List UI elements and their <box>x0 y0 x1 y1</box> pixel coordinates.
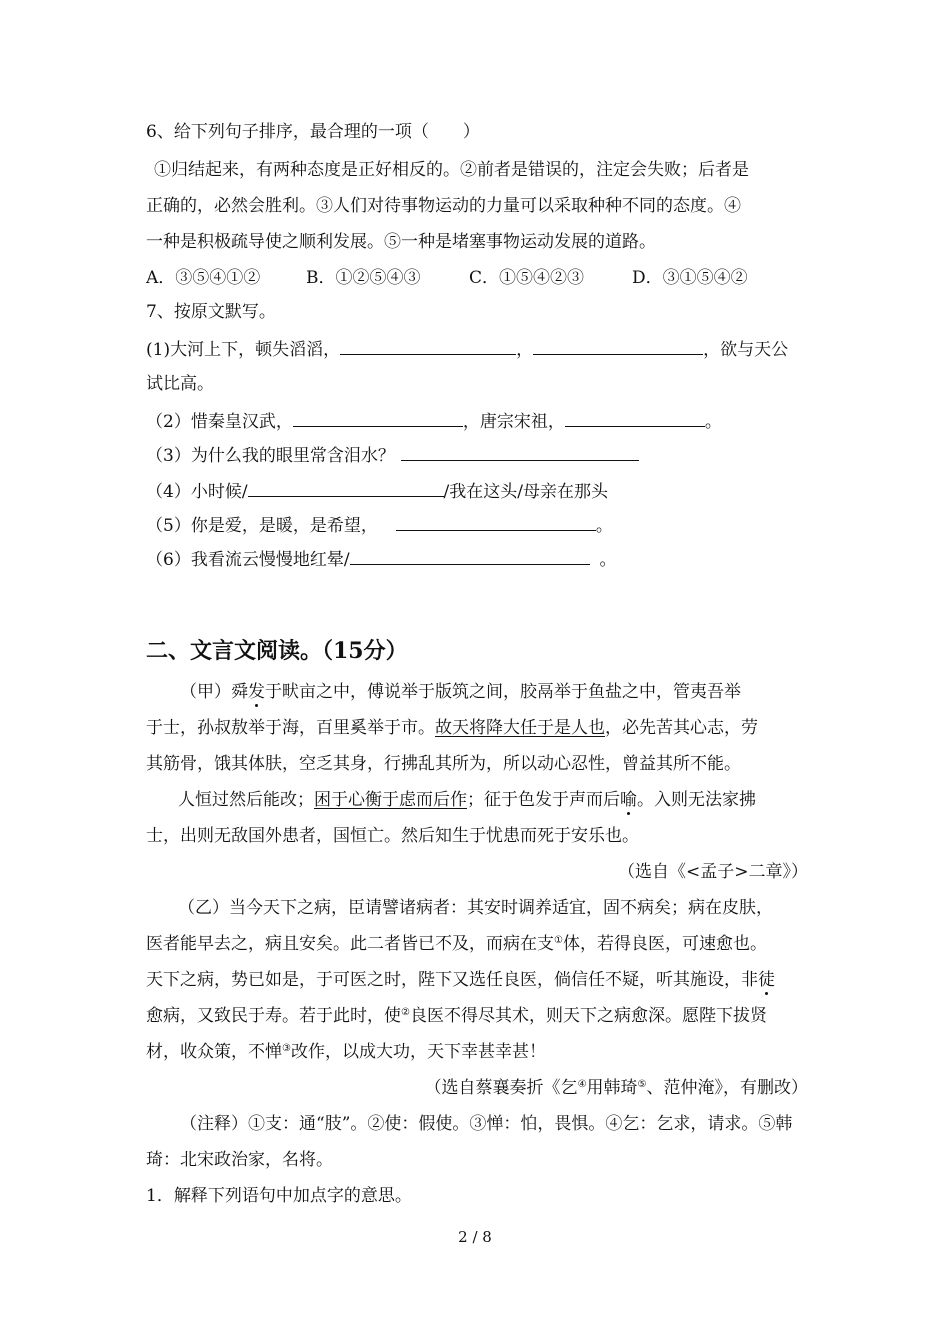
source-text: 用韩琦 <box>586 1078 638 1098</box>
passage-text: 医者能早去之，病且安矣。此二者皆已不及，而病在支 <box>146 934 554 954</box>
sub-question-1: 1．解释下列语句中加点字的意思。 <box>146 1186 412 1206</box>
footnote-marker: ④ <box>577 1079 587 1090</box>
answer-blank[interactable] <box>401 442 639 461</box>
q7-item-2-text: （2）惜秦皇汉武， <box>146 412 293 432</box>
passage-jia-line: 士，出则无敌国外患者，国恒亡。然后知生于忧患而死于安乐也。 <box>146 826 639 846</box>
source-text: 、范仲淹》，有删改） <box>646 1078 808 1098</box>
q7-item-6-tail: 。 <box>599 550 617 570</box>
answer-blank[interactable] <box>396 512 596 531</box>
answer-blank[interactable] <box>533 336 703 355</box>
passage-jia-source: （选自《<孟子>二章》） <box>618 862 808 882</box>
passage-text: 改作，以成大功，天下幸甚幸甚！ <box>290 1042 546 1062</box>
footnote-marker: ⑤ <box>637 1079 647 1090</box>
q6-option-a[interactable]: A．③⑤④①② <box>146 268 261 288</box>
q7-item-2-tail: 。 <box>704 412 722 432</box>
answer-blank[interactable] <box>293 408 463 427</box>
passage-text: 材，收众策，不惮 <box>146 1042 282 1062</box>
source-text: （选自蔡襄奏折《乞 <box>424 1078 578 1098</box>
notes-line: 琦：北宋政治家，名将。 <box>146 1150 333 1170</box>
q7-stem: 7、按原文默写。 <box>146 302 276 322</box>
passage-text: 。入则无法家拂 <box>637 790 756 810</box>
q7-item-4-tail: /我在这头/母亲在那头 <box>443 482 609 502</box>
passage-yi-line <box>146 1040 546 1064</box>
q7-item-6-text: （6）我看流云慢慢地红晕/ <box>146 550 350 570</box>
passage-text: 天下之病，势已如是，于可医之时，陛下又选任良医，倘信任不疑，听其施设，非 <box>146 970 758 990</box>
passage-yi-line <box>146 968 775 992</box>
footnote-marker: ③ <box>282 1043 291 1054</box>
q7-item-1-tail: ，欲与天公 <box>703 340 789 360</box>
passage-jia-line <box>178 788 756 812</box>
footnote-marker: ② <box>401 1007 410 1018</box>
answer-blank[interactable] <box>350 546 590 565</box>
q6-option-c[interactable]: C．①⑤④②③ <box>469 268 585 288</box>
answer-blank[interactable] <box>340 336 516 355</box>
q7-item-5 <box>146 512 613 538</box>
q6-option-b[interactable]: B．①②⑤④③ <box>306 268 421 288</box>
passage-jia-line <box>180 680 741 704</box>
q7-item-3-text: （3）为什么我的眼里常含泪水？ <box>146 446 395 466</box>
answer-blank[interactable] <box>248 478 444 497</box>
q7-item-3 <box>146 442 639 468</box>
q6-text-line: ①归结起来，有两种态度是正好相反的。②前者是错误的，注定会失败；后者是 <box>154 160 749 180</box>
passage-text: 良医不得尽其术，则天下之病愈深。愿陛下拔贤 <box>409 1006 767 1026</box>
q7-item-1-text: (1)大河上下，顿失滔滔， <box>146 340 341 360</box>
q6-options <box>146 266 748 290</box>
q6-text-line: 一种是积极疏导使之顺利发展。⑤一种是堵塞事物运动发展的道路。 <box>146 232 656 252</box>
q6-option-d[interactable]: D．③①⑤④② <box>632 268 748 288</box>
passage-text: 于畎亩之中，傅说举于版筑之间，胶鬲举于鱼盐之中，管夷吾举 <box>265 682 741 702</box>
section-heading: 二、文言文阅读。（15分） <box>146 638 408 664</box>
q7-item-5-tail: 。 <box>595 516 613 536</box>
notes-line: （注释）①支：通“肢”。②使：假使。③惮：怕，畏惧。④乞：乞求，请求。⑤韩 <box>180 1114 793 1134</box>
q7-item-2-mid: ，唐宗宋祖， <box>462 412 565 432</box>
q7-item-1 <box>146 336 788 362</box>
passage-text: 人恒过然后能改； <box>178 790 314 810</box>
passage-yi-line <box>146 932 767 956</box>
passage-text: 体，若得良医，可速愈也。 <box>562 934 767 954</box>
passage-text: ，必先苦其心志，劳 <box>605 718 758 738</box>
passage-text: 愈病，又致民于寿。若于此时，使 <box>146 1006 401 1026</box>
passage-yi-line <box>146 1004 767 1028</box>
q7-item-5-text: （5）你是爱，是暖，是希望， <box>146 516 378 536</box>
q7-item-1-cont: 试比高。 <box>146 374 214 394</box>
q6-stem: 6、给下列句子排序，最合理的一项（ ） <box>146 122 480 142</box>
q7-item-4 <box>146 478 608 504</box>
passage-text: 于士，孙叔敖举于海，百里奚举于市。 <box>146 718 435 738</box>
answer-blank[interactable] <box>565 408 705 427</box>
q7-item-4-text: （4）小时候/ <box>146 482 248 502</box>
page-number: 2 / 8 <box>458 1228 492 1246</box>
dotted-char: 喻 <box>620 790 637 810</box>
passage-yi-line: （乙）当今天下之病，臣请譬诸病者：其安时调养适宜，固不病矣；病在皮肤， <box>178 898 773 918</box>
passage-yi-source <box>425 1076 808 1100</box>
q6-text-line: 正确的，必然会胜利。③人们对待事物运动的力量可以采取种种不同的态度。④ <box>146 196 741 216</box>
q7-item-1-sep: ， <box>516 340 534 360</box>
q7-item-6 <box>146 546 617 572</box>
footnote-marker: ① <box>554 935 563 946</box>
q7-item-2 <box>146 408 722 434</box>
passage-text: （甲）舜 <box>180 682 248 702</box>
passage-jia-line: 其筋骨，饿其体肤，空乏其身，行拂乱其所为，所以动心忍性，曾益其所不能。 <box>146 754 741 774</box>
dotted-char: 徒 <box>758 970 775 990</box>
underlined-sentence: 故天将降大任于是人也 <box>435 718 605 738</box>
passage-text: ；征于色发于声而后 <box>467 790 620 810</box>
passage-jia-line <box>146 716 758 740</box>
underlined-sentence: 困于心衡于虑而后作 <box>314 790 467 810</box>
dotted-char: 发 <box>248 682 265 702</box>
